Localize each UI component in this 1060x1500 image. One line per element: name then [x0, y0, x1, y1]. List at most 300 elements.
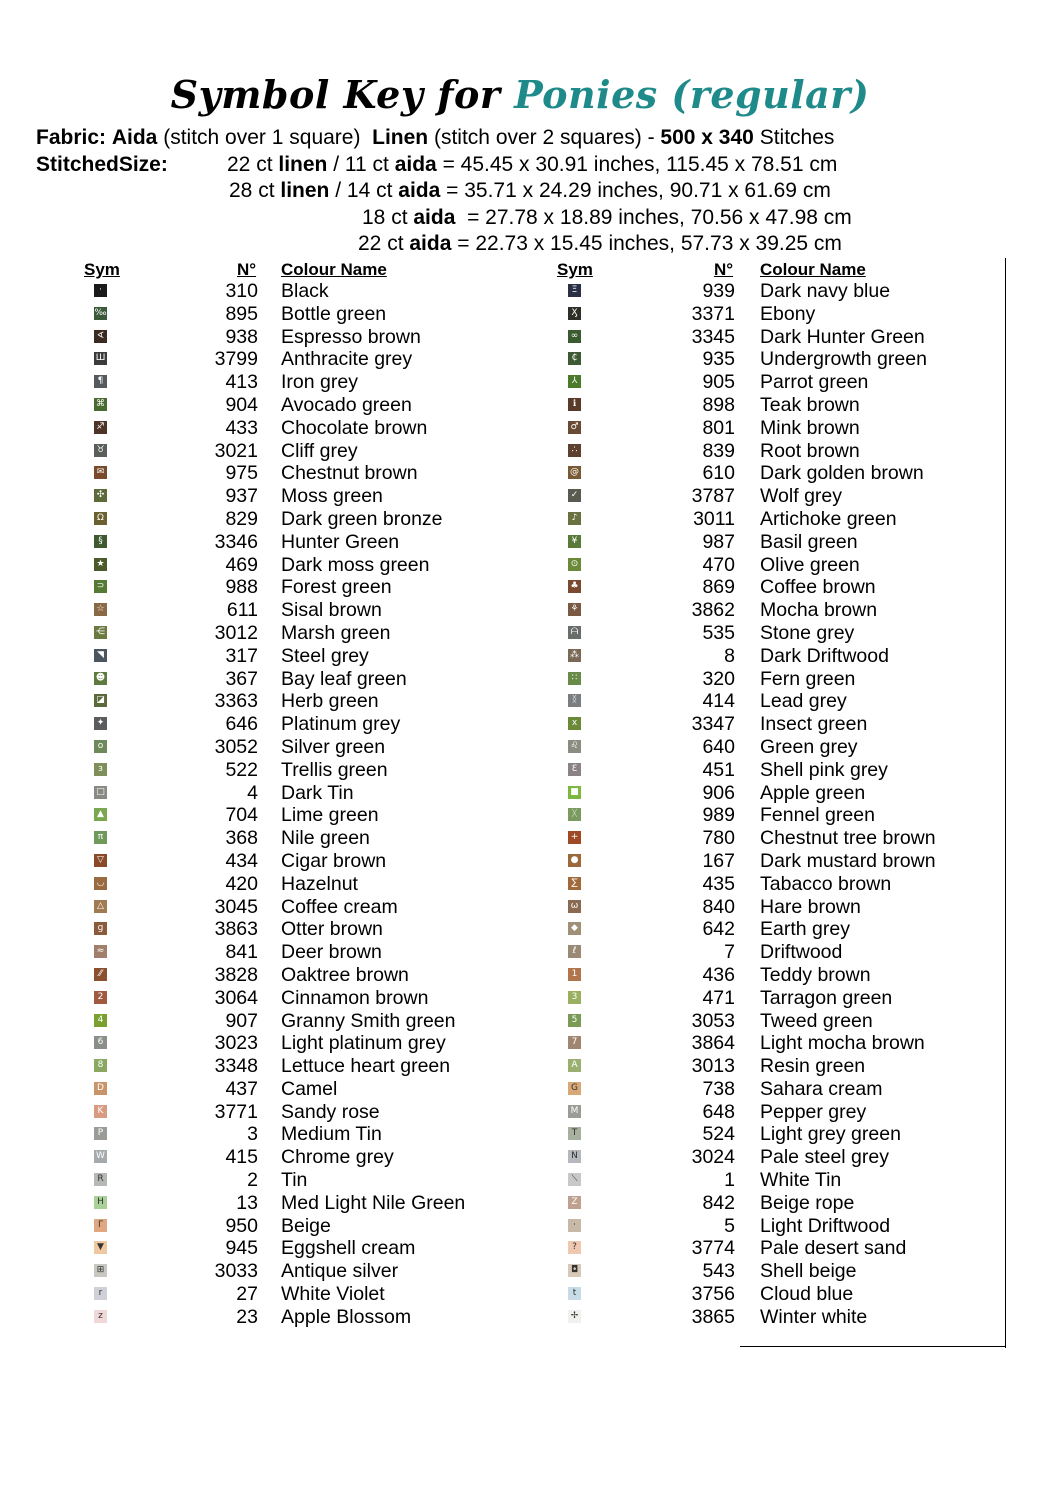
symbol-swatch-icon: 4 — [94, 1014, 107, 1027]
thread-number: 543 — [702, 1260, 735, 1283]
thread-number: 522 — [225, 758, 258, 781]
colour-name: Parrot green — [760, 371, 869, 394]
colour-name: Trellis green — [281, 758, 388, 781]
fabric-stitches-word: Stitches — [759, 126, 835, 149]
symbol-swatch-icon: A — [568, 1059, 581, 1072]
colour-name: Oaktree brown — [281, 963, 409, 986]
colour-name: Tarragon green — [760, 986, 893, 1009]
symbol-swatch-icon: T — [568, 1127, 581, 1140]
size-linen: linen — [278, 153, 328, 176]
stitched-size-label-text: StitchedSize: — [36, 153, 168, 176]
symbol-swatch-icon: ⅄ — [568, 375, 581, 388]
colour-name: Teddy brown — [760, 963, 871, 986]
key-row — [0, 1191, 855, 1215]
colour-name: Stone grey — [760, 621, 855, 644]
key-row — [0, 872, 892, 896]
colour-name: Earth grey — [760, 918, 850, 941]
size-dims: = 27.78 x 18.89 inches, 70.56 x 47.98 cm — [455, 206, 852, 229]
thread-number: 4 — [247, 781, 258, 804]
thread-number: 3345 — [691, 325, 735, 348]
key-row — [0, 439, 860, 463]
colour-name: Antique silver — [281, 1260, 399, 1283]
size-dims: = 35.71 x 24.29 inches, 90.71 x 61.69 cm — [440, 179, 831, 202]
thread-number: 945 — [225, 1237, 258, 1260]
symbol-swatch-icon: 5 — [568, 1014, 581, 1027]
symbol-swatch-icon: ⊃ — [94, 580, 107, 593]
colour-name: Shell pink grey — [760, 758, 888, 781]
colour-name: Undergrowth green — [760, 348, 927, 371]
colour-name: Forest green — [281, 576, 392, 599]
thread-number: 437 — [225, 1077, 258, 1100]
colour-name: Green grey — [760, 735, 858, 758]
size-ct2: / 14 ct — [329, 179, 399, 202]
colour-name: Sahara cream — [760, 1077, 883, 1100]
thread-number: 320 — [702, 667, 735, 690]
key-row — [0, 553, 860, 577]
size-line — [227, 153, 837, 177]
colour-name: Avocado green — [281, 393, 412, 416]
thread-number: 704 — [225, 804, 258, 827]
symbol-swatch-icon: H — [94, 1196, 107, 1209]
colour-name: Coffee brown — [760, 576, 876, 599]
title-prefix: Symbol Key for — [170, 72, 501, 117]
symbol-swatch-icon: ⌘ — [96, 398, 105, 409]
colour-name: Driftwood — [760, 941, 843, 964]
colour-name: Teak brown — [760, 393, 860, 416]
size-line — [358, 232, 842, 256]
symbol-swatch-icon: ▽ — [94, 854, 107, 867]
size-aida: aida — [394, 153, 437, 176]
symbol-swatch-icon: ᗩ — [568, 626, 581, 639]
colour-name: Wolf grey — [760, 485, 842, 508]
colour-name: Dark golden brown — [760, 462, 924, 485]
symbol-swatch-icon: ⋲ — [96, 626, 105, 637]
symbol-swatch-icon: @ — [570, 467, 579, 478]
key-row — [0, 758, 888, 782]
colour-name: Iron grey — [281, 371, 358, 394]
thread-number: 610 — [702, 462, 735, 485]
colour-name: Ebony — [760, 302, 816, 325]
colour-name: Chestnut tree brown — [760, 827, 936, 850]
colour-name: Marsh green — [281, 621, 391, 644]
thread-number: 3348 — [214, 1055, 258, 1078]
colour-name: Nile green — [281, 827, 370, 850]
colour-name: White Violet — [281, 1283, 385, 1306]
symbol-swatch-icon: ᛝ — [568, 694, 581, 707]
symbol-swatch-icon: ♐ — [94, 421, 107, 434]
size-ct: 28 ct — [229, 179, 281, 202]
colour-name: Basil green — [760, 530, 858, 553]
thread-number: 3024 — [691, 1146, 735, 1169]
key-row — [0, 895, 861, 919]
colour-name: White Tin — [760, 1169, 842, 1192]
thread-number: 907 — [225, 1009, 258, 1032]
fabric-linen: Linen — [372, 126, 429, 149]
symbol-swatch-icon: ℓ — [568, 945, 581, 958]
colour-name: Med Light Nile Green — [281, 1191, 466, 1214]
key-row — [0, 599, 878, 622]
symbol-swatch-icon: 2 — [94, 991, 107, 1004]
symbol-swatch-icon: D — [94, 1082, 107, 1095]
thread-number: 27 — [236, 1283, 258, 1306]
thread-number: 3771 — [214, 1100, 258, 1123]
thread-number: 842 — [702, 1191, 735, 1214]
thread-number: 938 — [225, 325, 258, 348]
symbol-swatch-icon: · — [94, 284, 107, 297]
thread-number: 3799 — [214, 348, 258, 371]
size-ct: 18 ct — [362, 206, 414, 229]
symbol-swatch-icon: g — [94, 922, 107, 935]
symbol-swatch-icon: P — [94, 1127, 107, 1140]
key-row — [0, 986, 893, 1010]
thread-number: 869 — [702, 576, 735, 599]
thread-number: 3346 — [214, 530, 258, 553]
colour-name: Sandy rose — [281, 1100, 380, 1123]
key-row — [0, 941, 843, 964]
symbol-swatch-icon: ∞ — [568, 330, 581, 343]
colour-name: Eggshell cream — [281, 1237, 416, 1260]
thread-number: 3023 — [214, 1032, 258, 1055]
colour-name: Light platinum grey — [281, 1032, 446, 1055]
thread-number: 535 — [702, 621, 735, 644]
thread-number: 7 — [724, 941, 735, 964]
key-row — [0, 781, 866, 805]
symbol-swatch-icon: π — [94, 831, 107, 844]
thread-number: 937 — [225, 485, 258, 508]
colour-name: Light Driftwood — [760, 1214, 891, 1237]
symbol-swatch-icon: ɜ — [94, 763, 107, 776]
thread-number: 5 — [724, 1214, 735, 1237]
symbol-swatch-icon: ∴ — [568, 444, 581, 457]
colour-name: Pepper grey — [760, 1100, 867, 1123]
thread-number: 898 — [702, 393, 735, 416]
symbol-swatch-icon: Ɛ — [568, 763, 581, 776]
colour-name: Resin green — [760, 1055, 866, 1078]
colour-name: Granny Smith green — [281, 1009, 456, 1032]
symbol-swatch-icon: § — [94, 535, 107, 548]
thread-number: 904 — [225, 393, 258, 416]
colour-name: Shell beige — [760, 1260, 857, 1283]
thread-number: 3033 — [214, 1260, 258, 1283]
thread-number: 989 — [702, 804, 735, 827]
thread-number: 1 — [724, 1169, 735, 1192]
fabric-aida: Aida — [111, 126, 158, 149]
colour-name: Apple Blossom — [281, 1305, 412, 1328]
symbol-swatch-icon: ⊙ — [568, 558, 581, 571]
symbol-swatch-icon: ω — [568, 900, 581, 913]
colour-name: Dark navy blue — [760, 280, 891, 302]
key-row — [0, 1214, 891, 1238]
key-row — [0, 849, 936, 873]
key-row — [0, 1237, 907, 1260]
symbol-swatch-icon: x — [568, 717, 581, 730]
thread-number: 3863 — [214, 918, 258, 941]
thread-number: 975 — [225, 462, 258, 485]
symbol-swatch-icon: ◆ — [568, 922, 581, 935]
symbol-swatch-icon: ▼ — [94, 1241, 107, 1254]
key-row — [0, 393, 860, 417]
key-row — [0, 690, 847, 713]
symbol-swatch-icon: 1 — [568, 968, 581, 981]
thread-number: 3864 — [691, 1032, 735, 1055]
thread-number: 3363 — [214, 690, 258, 713]
key-row — [0, 371, 869, 394]
colour-name: Bottle green — [281, 302, 387, 325]
symbol-swatch-icon: ■ — [568, 786, 581, 799]
size-linen: linen — [280, 179, 330, 202]
colour-name: Tweed green — [760, 1009, 873, 1032]
thread-number: 524 — [702, 1123, 735, 1146]
symbol-swatch-icon: ♂ — [568, 421, 581, 434]
colour-name: Cloud blue — [760, 1283, 854, 1306]
symbol-swatch-icon: 8 — [94, 1059, 107, 1072]
thread-number: 801 — [702, 416, 735, 439]
page-title — [0, 72, 1040, 117]
symbol-swatch-icon: ⊞ — [94, 1264, 107, 1277]
thread-number: 988 — [225, 576, 258, 599]
thread-number: 415 — [225, 1146, 258, 1169]
colour-name: Otter brown — [281, 918, 383, 941]
key-row — [0, 918, 850, 941]
symbol-swatch-icon: Ӽ — [568, 307, 581, 320]
symbol-swatch-icon: 3 — [568, 991, 581, 1004]
symbol-swatch-icon: △ — [94, 900, 107, 913]
thread-number: 939 — [702, 280, 735, 302]
colour-name: Dark Driftwood — [760, 644, 889, 667]
symbol-swatch-icon: r — [94, 1287, 107, 1300]
symbol-swatch-icon: R — [94, 1173, 107, 1186]
colour-name: Medium Tin — [281, 1123, 382, 1146]
key-row — [0, 1283, 854, 1306]
colour-name: Fennel green — [760, 804, 875, 827]
left-header-sym: Sym — [84, 260, 120, 279]
colour-name: Mink brown — [760, 416, 860, 439]
key-row — [0, 827, 936, 850]
colour-name: Moss green — [281, 485, 383, 508]
key-row — [0, 530, 858, 554]
size-ct: 22 ct — [358, 232, 410, 255]
symbol-swatch-icon: ★ — [94, 558, 107, 571]
thread-number: 451 — [702, 758, 735, 781]
key-row — [0, 1169, 842, 1192]
key-row — [0, 621, 855, 645]
thread-number: 906 — [702, 781, 735, 804]
symbol-swatch-icon: Ξ — [568, 284, 581, 297]
symbol-swatch-icon: ᚷ — [568, 808, 581, 821]
key-row — [0, 576, 876, 599]
thread-number: 8 — [724, 644, 735, 667]
symbol-swatch-icon: M — [568, 1105, 581, 1118]
size-ct2: / 11 ct — [327, 153, 395, 176]
thread-number: 167 — [702, 849, 735, 872]
colour-name: Apple green — [760, 781, 866, 804]
symbol-swatch-icon: t — [568, 1287, 581, 1300]
thread-number: 642 — [702, 918, 735, 941]
thread-number: 3013 — [691, 1055, 735, 1078]
symbol-swatch-icon: ● — [568, 854, 581, 867]
colour-name: Tabacco brown — [760, 872, 892, 895]
thread-number: 436 — [702, 963, 735, 986]
key-row — [0, 1305, 868, 1329]
thread-number: 3012 — [214, 621, 258, 644]
colour-name: Chestnut brown — [281, 462, 418, 485]
symbol-swatch-icon: ∢ — [94, 330, 107, 343]
symbol-swatch-icon: ☆ — [94, 603, 107, 616]
key-row — [0, 1260, 857, 1283]
thread-number: 367 — [225, 667, 258, 690]
colour-name: Coffee cream — [281, 895, 398, 918]
colour-name: Mocha brown — [760, 599, 878, 622]
size-dims: = 22.73 x 15.45 inches, 57.73 x 39.25 cm — [451, 232, 842, 255]
thread-number: 317 — [225, 644, 258, 667]
symbol-swatch-icon: ∷ — [568, 672, 581, 685]
thread-number: 3021 — [214, 439, 258, 462]
key-row — [0, 963, 871, 987]
key-row — [0, 280, 891, 303]
thread-number: 471 — [702, 986, 735, 1009]
colour-name: Insect green — [760, 713, 868, 736]
key-row — [0, 1077, 883, 1101]
thread-number: 3756 — [691, 1283, 735, 1306]
symbol-swatch-icon: 6 — [94, 1036, 107, 1049]
colour-name: Tin — [281, 1169, 308, 1192]
thread-number: 310 — [225, 280, 258, 302]
thread-number: 469 — [225, 553, 258, 576]
symbol-swatch-icon: ◪ — [94, 694, 107, 707]
colour-name: Hunter Green — [281, 530, 400, 553]
thread-number: 895 — [225, 302, 258, 325]
left-header-name: Colour Name — [281, 260, 387, 279]
thread-number: 987 — [702, 530, 735, 553]
thread-number: 420 — [225, 872, 258, 895]
size-aida: aida — [398, 179, 441, 202]
key-row — [0, 1100, 867, 1124]
symbol-swatch-icon: Γ — [94, 1219, 107, 1232]
key-row — [0, 1146, 889, 1169]
symbol-swatch-icon: ◥ — [94, 649, 107, 662]
symbol-swatch-icon: Ш — [95, 353, 106, 364]
colour-name: Dark moss green — [281, 553, 430, 576]
key-row — [0, 325, 925, 349]
fabric-line — [36, 126, 834, 150]
size-aida: aida — [413, 206, 456, 229]
thread-number: 3371 — [691, 302, 735, 325]
fabric-label: Fabric: — [36, 126, 107, 149]
thread-number: 470 — [702, 553, 735, 576]
thread-number: 3774 — [691, 1237, 735, 1260]
key-row — [0, 416, 860, 440]
colour-name: Espresso brown — [281, 325, 421, 348]
thread-number: 3347 — [691, 713, 735, 736]
symbol-swatch-icon: ₵ — [568, 352, 581, 365]
right-key-column — [0, 280, 936, 1329]
symbol-swatch-icon: ✣ — [94, 489, 107, 502]
thread-number: 3865 — [691, 1305, 735, 1328]
symbol-swatch-icon: ⁂ — [570, 649, 579, 660]
thread-number: 3787 — [691, 485, 735, 508]
thread-number: 640 — [702, 735, 735, 758]
thread-number: 434 — [225, 849, 258, 872]
thread-number: 935 — [702, 348, 735, 371]
symbol-swatch-icon: ◡ — [94, 877, 107, 890]
key-row — [0, 1055, 866, 1078]
key-row — [0, 644, 889, 668]
table-border-bottom — [740, 1346, 1006, 1347]
symbol-swatch-icon: ♣ — [568, 580, 581, 593]
key-row — [0, 804, 875, 827]
thread-number: 3045 — [214, 895, 258, 918]
thread-number: 3862 — [691, 599, 735, 622]
symbol-swatch-icon: ☻ — [95, 672, 106, 683]
key-row — [0, 713, 868, 736]
size-line — [229, 179, 831, 203]
symbol-swatch-icon: ⚘ — [568, 603, 581, 616]
symbol-swatch-icon: ◘ — [568, 1264, 581, 1277]
symbol-swatch-icon: ✦ — [94, 717, 107, 730]
left-header-num: N° — [237, 260, 257, 279]
thread-number: 839 — [702, 439, 735, 462]
thread-number: 3011 — [693, 507, 735, 530]
key-row — [0, 302, 816, 326]
colour-name: Dark green bronze — [281, 507, 443, 530]
colour-name: Lime green — [281, 804, 379, 827]
symbol-swatch-icon: ⁄⁄ — [94, 968, 107, 981]
symbol-swatch-icon: ⸱ — [568, 1219, 581, 1232]
symbol-swatch-icon: o — [94, 740, 107, 753]
fabric-stitches: 500 x 340 — [660, 126, 754, 149]
symbol-swatch-icon: Ω — [94, 512, 107, 525]
key-row — [0, 1009, 873, 1033]
colour-name: Light mocha brown — [760, 1032, 925, 1055]
colour-name: Cinnamon brown — [281, 986, 429, 1009]
size-line — [362, 206, 852, 230]
symbol-swatch-icon: ▲ — [94, 808, 107, 821]
symbol-swatch-icon: W — [94, 1150, 107, 1163]
colour-name: Hazelnut — [281, 872, 358, 895]
colour-name: Olive green — [760, 553, 860, 576]
colour-name: Winter white — [760, 1305, 868, 1328]
colour-name: Hare brown — [760, 895, 861, 918]
colour-name: Dark Tin — [281, 781, 354, 804]
key-row — [0, 507, 897, 531]
symbol-swatch-icon: ≈ — [94, 945, 107, 958]
colour-name: Beige — [281, 1214, 331, 1237]
colour-name: Sisal brown — [281, 599, 382, 622]
fabric-linen-note: (stitch over 2 squares) - — [433, 126, 655, 149]
symbol-swatch-icon: K — [94, 1105, 107, 1118]
thread-number: 841 — [225, 941, 258, 964]
thread-number: 611 — [226, 599, 258, 622]
key-row — [0, 462, 924, 485]
symbol-swatch-icon: ✢ — [568, 1310, 581, 1323]
stitched-size-label — [36, 153, 168, 177]
colour-name: Black — [281, 280, 329, 302]
symbol-swatch-icon: ✓ — [568, 489, 581, 502]
symbol-swatch-icon: □ — [94, 786, 107, 799]
colour-name: Chrome grey — [281, 1146, 394, 1169]
symbol-swatch-icon: ✉ — [94, 466, 107, 479]
colour-name: Lead grey — [760, 690, 847, 713]
thread-number: 840 — [702, 895, 735, 918]
thread-number: 414 — [702, 690, 735, 713]
right-header-name: Colour Name — [760, 260, 866, 279]
colour-name: Herb green — [281, 690, 379, 713]
symbol-swatch-icon: Z — [568, 1196, 581, 1209]
symbol-swatch-icon: ℹ — [568, 398, 581, 411]
key-row — [0, 667, 856, 691]
symbol-swatch-icon: ♉ — [94, 444, 107, 457]
symbol-swatch-icon: N — [568, 1150, 581, 1163]
